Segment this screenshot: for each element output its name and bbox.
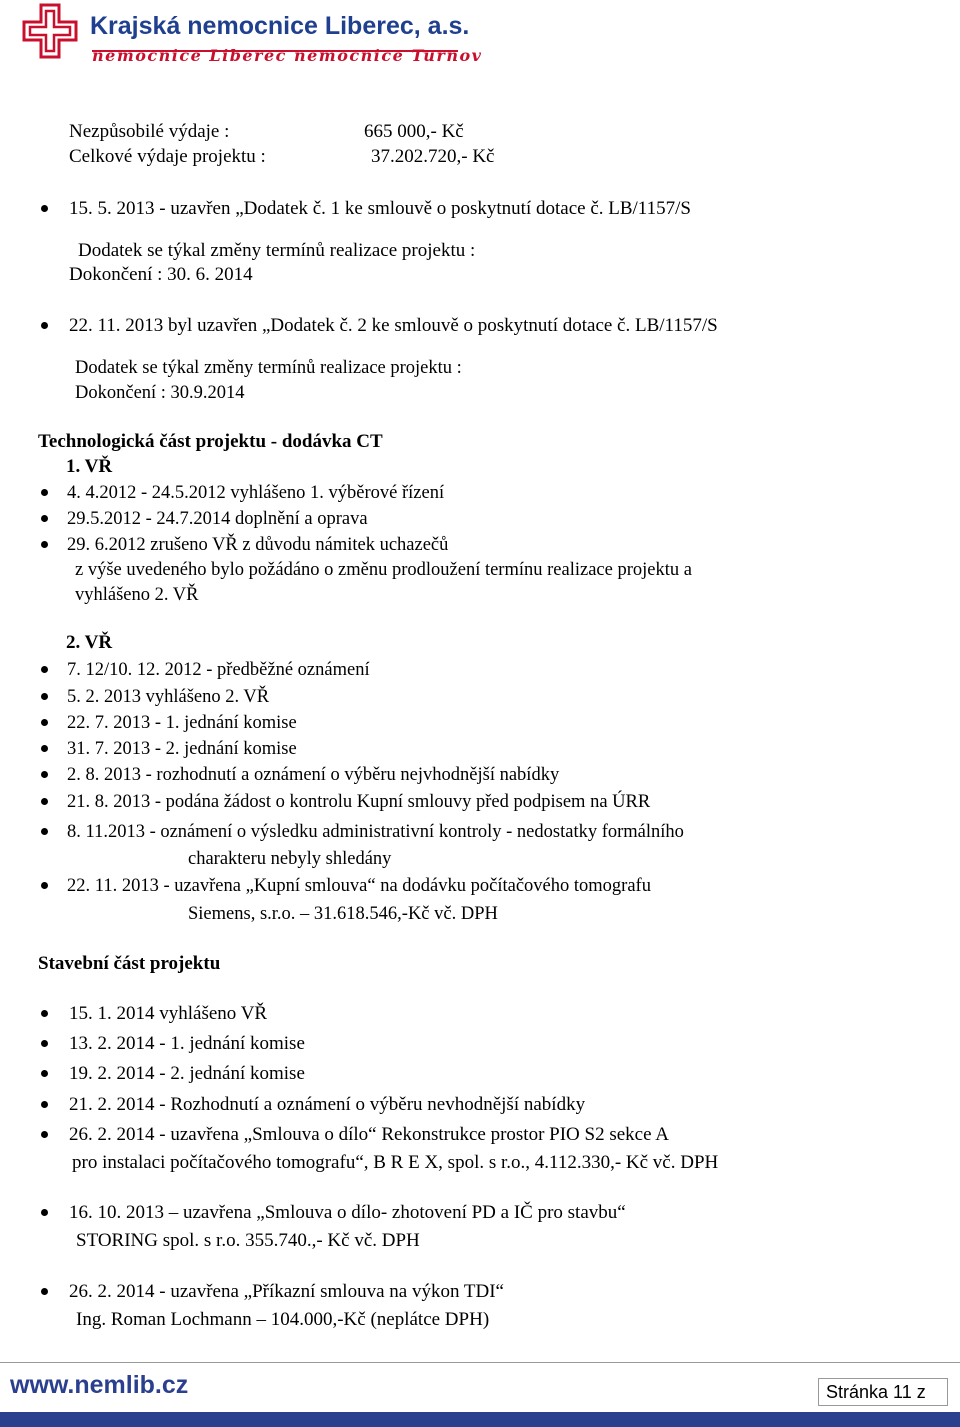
ineligible-costs-value: 665 000,- Kč: [364, 121, 464, 142]
page-number: Stránka 11 z: [826, 1382, 926, 1402]
amendment-2-date: Dokončení : 30.9.2014: [75, 383, 245, 403]
vr2-item: 22. 7. 2013 - 1. jednání komise: [67, 713, 297, 733]
vr1-note: vyhlášeno 2. VŘ: [75, 585, 199, 605]
construction-item: 21. 2. 2014 - Rozhodnutí a oznámení o výběru nevhodnější nabídky: [69, 1094, 586, 1115]
bullet-icon: [41, 515, 48, 522]
bullet-icon: [41, 666, 48, 673]
vr1-note: z výše uvedeného bylo požádáno o změnu prodloužení termínu realizace projektu a: [75, 560, 692, 580]
bullet-icon: [41, 322, 48, 329]
vr2-continuation: Siemens, s.r.o. – 31.618.546,-Kč vč. DPH: [188, 904, 498, 924]
bullet-icon: [41, 205, 48, 212]
vr2-item: 8. 11.2013 - oznámení o výsledku administrativní kontroly - nedostatky formálního: [67, 822, 684, 842]
bullet-icon: [41, 541, 48, 548]
construction-item: 19. 2. 2014 - 2. jednání komise: [69, 1063, 305, 1084]
construction-item: 26. 2. 2014 - uzavřena „Příkazní smlouva na výkon TDI“: [69, 1281, 504, 1302]
construction-continuation: pro instalaci počítačového tomografu“, B R E X, spol. s r.o., 4.112.330,- Kč vč. DPH: [72, 1152, 719, 1173]
amendment-1: 15. 5. 2013 - uzavřen „Dodatek č. 1 ke smlouvě o poskytnutí dotace č. LB/1157/S: [69, 198, 691, 219]
construction-continuation: STORING spol. s r.o. 355.740.,- Kč vč. DPH: [76, 1230, 420, 1251]
footer-website-link[interactable]: www.nemlib.cz: [10, 1371, 189, 1399]
total-costs-label: Celkové výdaje projektu :: [69, 146, 266, 167]
construction-heading: Stavební část projektu: [38, 953, 221, 974]
vr2-heading: 2. VŘ: [66, 632, 113, 653]
vr2-item: 22. 11. 2013 - uzavřena „Kupní smlouva“ na dodávku počítačového tomografu: [67, 876, 651, 896]
construction-item: 26. 2. 2014 - uzavřena „Smlouva o dílo“ Rekonstrukce prostor PIO S2 sekce A: [69, 1124, 669, 1145]
footer-divider: [0, 1362, 960, 1363]
bullet-icon: [41, 745, 48, 752]
vr1-item: 29.5.2012 - 24.7.2014 doplnění a oprava: [67, 509, 368, 529]
footer-bar: [0, 1412, 960, 1427]
bullet-icon: [41, 1040, 48, 1047]
bullet-icon: [41, 1288, 48, 1295]
total-costs-value: 37.202.720,- Kč: [371, 146, 495, 167]
vr1-item: 29. 6.2012 zrušeno VŘ z důvodu námitek uchazečů: [67, 535, 449, 555]
bullet-icon: [41, 828, 48, 835]
construction-item: 15. 1. 2014 vyhlášeno VŘ: [69, 1003, 268, 1024]
bullet-icon: [41, 1209, 48, 1216]
vr2-item: 2. 8. 2013 - rozhodnutí a oznámení o výběru nejvhodnější nabídky: [67, 765, 560, 785]
amendment-2: 22. 11. 2013 byl uzavřen „Dodatek č. 2 ke smlouvě o poskytnutí dotace č. LB/1157/S: [69, 315, 718, 336]
hospital-subtitle: nemocnice Liberec nemocnice Turnov: [92, 46, 483, 65]
vr1-item: 4. 4.2012 - 24.5.2012 vyhlášeno 1. výběrové řízení: [67, 483, 445, 503]
tech-heading: Technologická část projektu - dodávka CT: [38, 431, 383, 452]
bullet-icon: [41, 693, 48, 700]
hospital-cross-logo-icon: [22, 3, 78, 59]
bullet-icon: [41, 719, 48, 726]
construction-item: 13. 2. 2014 - 1. jednání komise: [69, 1033, 305, 1054]
ineligible-costs-label: Nezpůsobilé výdaje :: [69, 121, 230, 142]
bullet-icon: [41, 1101, 48, 1108]
construction-continuation: Ing. Roman Lochmann – 104.000,-Kč (neplátce DPH): [76, 1309, 490, 1330]
vr2-item: 7. 12/10. 12. 2012 - předběžné oznámení: [67, 660, 370, 680]
vr1-heading: 1. VŘ: [66, 456, 113, 477]
vr2-item: 5. 2. 2013 vyhlášeno 2. VŘ: [67, 687, 270, 707]
hospital-name: Krajská nemocnice Liberec, a.s.: [90, 12, 470, 40]
vr2-continuation: charakteru nebyly shledány: [188, 849, 392, 869]
vr2-item: 21. 8. 2013 - podána žádost o kontrolu Kupní smlouvy před podpisem na ÚRR: [67, 792, 651, 812]
bullet-icon: [41, 771, 48, 778]
construction-item: 16. 10. 2013 – uzavřena „Smlouva o dílo- zhotovení PD a IČ pro stavbu“: [69, 1202, 626, 1223]
amendment-2-note: Dodatek se týkal změny termínů realizace projektu :: [75, 358, 462, 378]
bullet-icon: [41, 798, 48, 805]
bullet-icon: [41, 882, 48, 889]
amendment-1-date: Dokončení : 30. 6. 2014: [69, 264, 253, 285]
bullet-icon: [41, 1070, 48, 1077]
vr2-item: 31. 7. 2013 - 2. jednání komise: [67, 739, 297, 759]
bullet-icon: [41, 1131, 48, 1138]
bullet-icon: [41, 489, 48, 496]
amendment-1-note: Dodatek se týkal změny termínů realizace projektu :: [78, 240, 476, 261]
bullet-icon: [41, 1010, 48, 1017]
